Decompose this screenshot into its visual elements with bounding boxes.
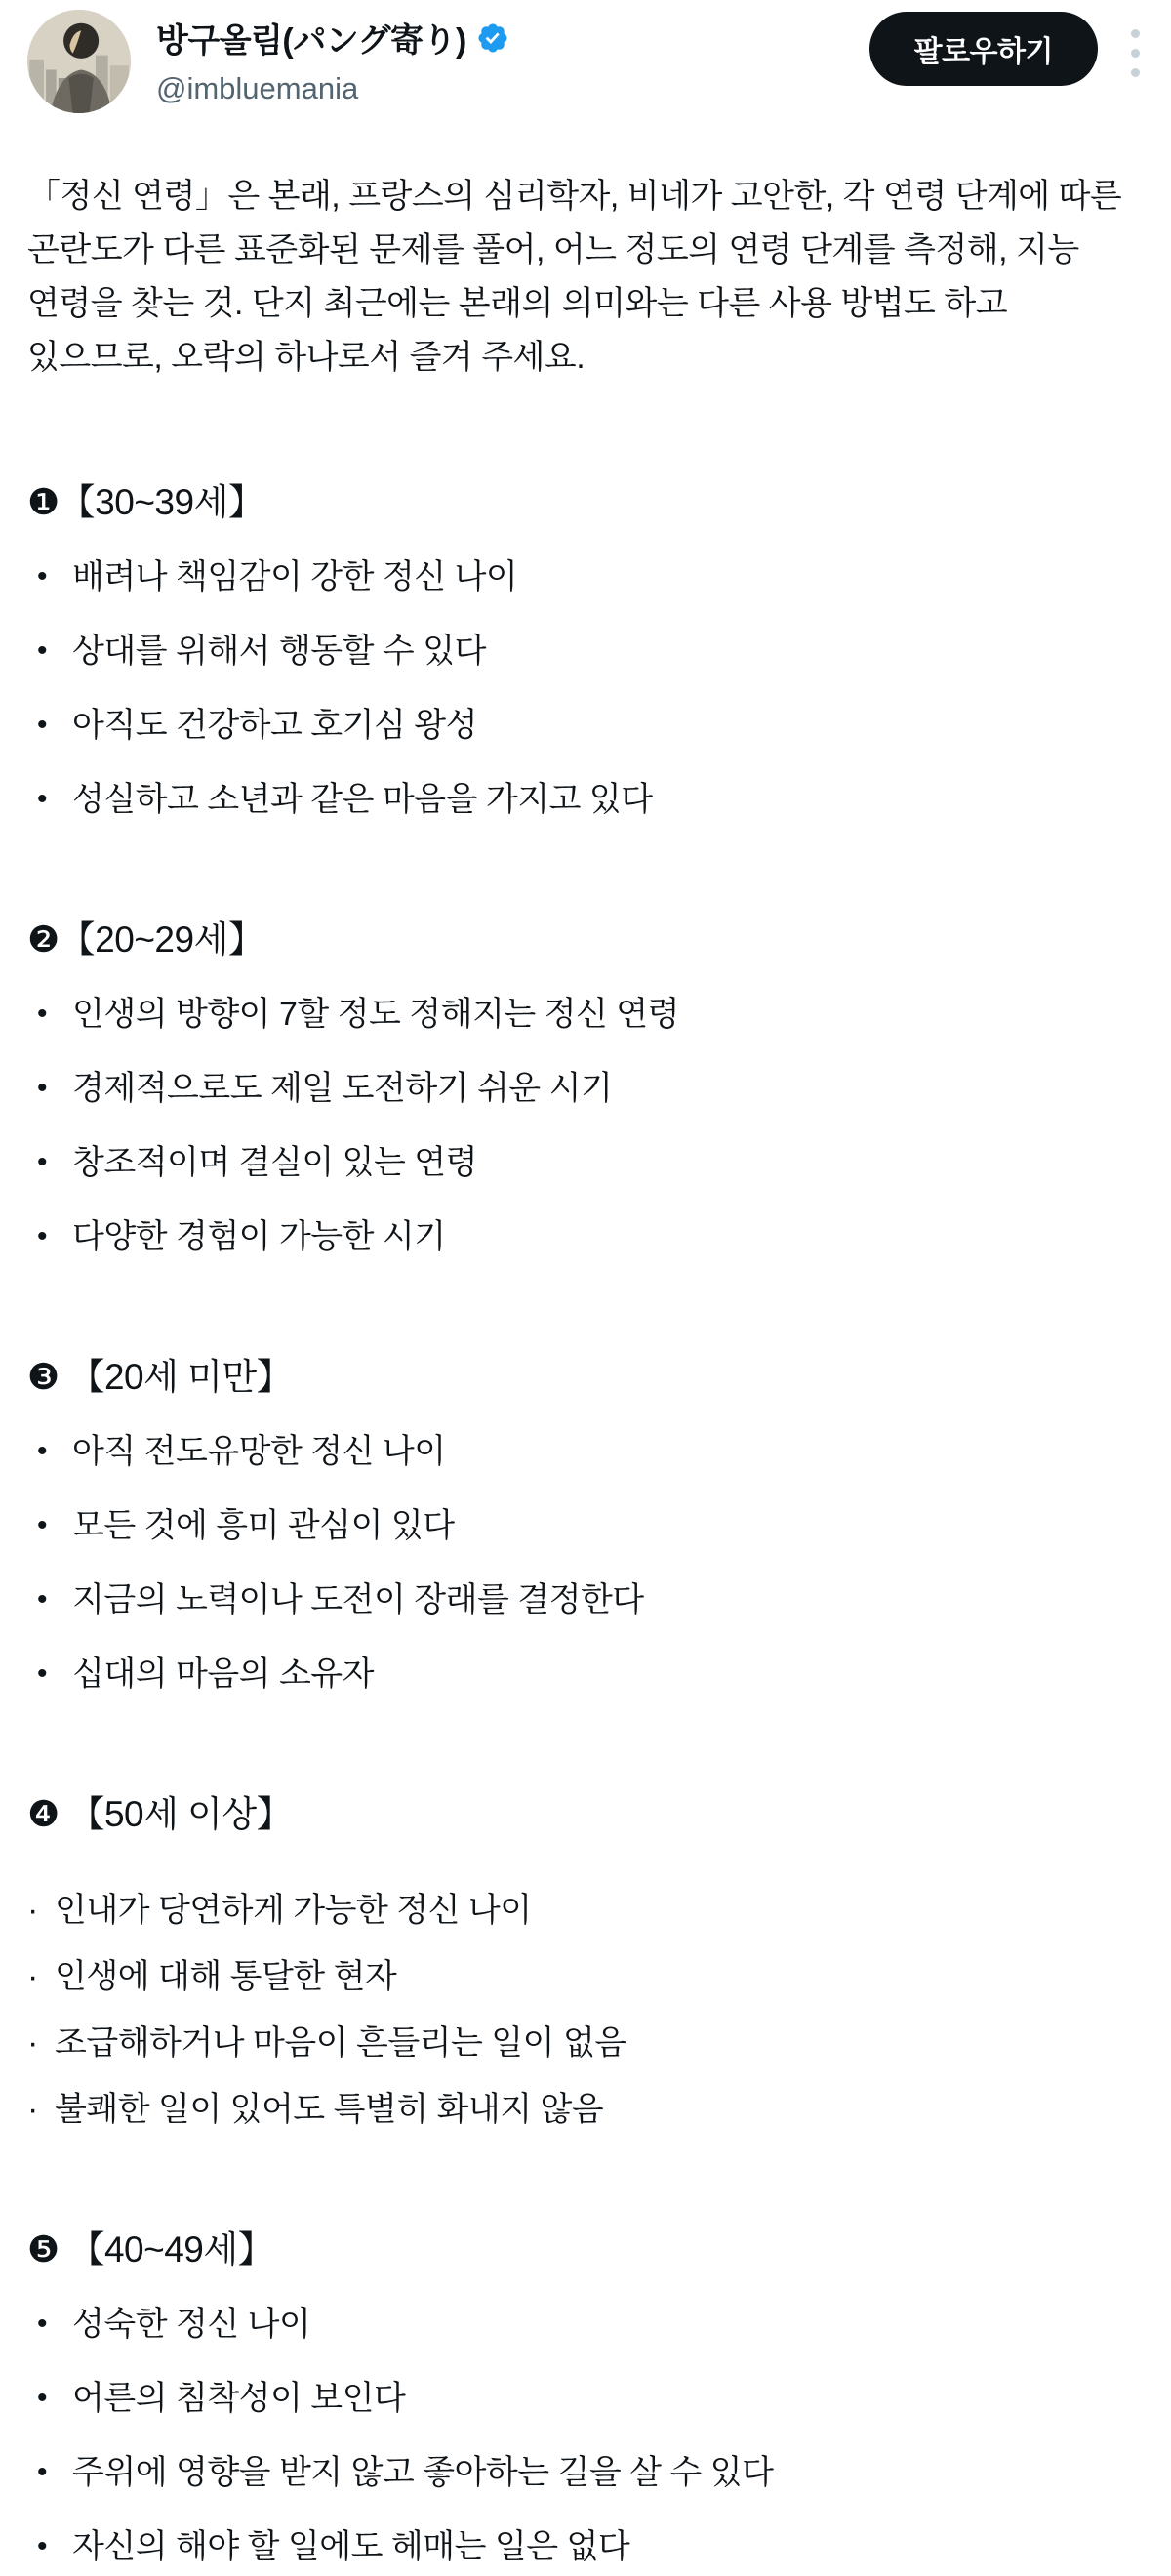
bullet-item: • 아직도 건강하고 호기심 왕성 (27, 703, 1144, 748)
age-section (27, 1347, 1144, 1697)
avatar-illustration (27, 10, 131, 113)
section-item-list (27, 554, 1144, 822)
tweet-intro-text: 「정신 연령」은 본래, 프랑스의 심리학자, 비네가 고안한, 각 연령 단계에 따른 곤란도가 다른 표준화된 문제를 풀어, 어느 정도의 연령 단계를 측정해, 지능 연령을 찾는 것. 단지 최근에는 본래의 의미와는 다른 사용 방법도 하고 있으므로, 오락의 하나로서 즐겨 주세요. (27, 178, 1122, 376)
bullet-item: · 불쾌한 일이 있어도 특별히 화내지 않음 (27, 2087, 1144, 2132)
age-section (27, 472, 1144, 822)
bullet-item: • 경제적으로도 제일 도전하기 쉬운 시기 (27, 1066, 1144, 1111)
bullet-item: • 지금의 노력이나 도전이 장래를 결정한다 (27, 1577, 1144, 1622)
section-heading: ❹ 【50세 이상】 (27, 1794, 293, 1834)
bullet-item: · 인내가 당연하게 가능한 정신 나이 (27, 1888, 1144, 1933)
bullet-item: • 어른의 침착성이 보인다 (27, 2376, 1144, 2421)
bullet-item: • 배려나 책임감이 강한 정신 나이 (27, 554, 1144, 599)
bullet-item: • 자신의 해야 할 일에도 헤매는 일은 없다 (27, 2524, 1144, 2569)
age-section (27, 910, 1144, 1259)
bullet-item: • 인생의 방향이 7할 정도 정해지는 정신 연령 (27, 992, 1144, 1037)
verified-badge-icon (476, 21, 509, 55)
section-heading: ❸ 【20세 미만】 (27, 1357, 293, 1397)
bullet-item: • 다양한 경험이 가능한 시기 (27, 1214, 1144, 1259)
age-section (27, 2220, 1144, 2569)
section-heading: ❶【30~39세】 (27, 482, 264, 522)
section-item-list (27, 992, 1144, 1259)
bullet-item: • 아직 전도유망한 정신 나이 (27, 1429, 1144, 1474)
avatar[interactable] (27, 10, 131, 113)
section-heading: ❺ 【40~49세】 (27, 2229, 274, 2269)
bullet-item: • 모든 것에 흥미 관심이 있다 (27, 1503, 1144, 1548)
section-heading: ❷【20~29세】 (27, 920, 264, 960)
bullet-item: · 조급해하거나 마음이 흔들리는 일이 없음 (27, 2021, 1144, 2065)
follow-button[interactable]: 팔로우하기 (869, 12, 1098, 86)
section-item-list (27, 2302, 1144, 2569)
identity-block (156, 10, 509, 106)
user-handle: @imbluemania (156, 71, 359, 105)
bullet-item: • 상대를 위해서 행동할 수 있다 (27, 629, 1144, 674)
section-item-list (27, 1429, 1144, 1697)
age-section (27, 1784, 1144, 2132)
bullet-item: • 창조적이며 결실이 있는 연령 (27, 1140, 1144, 1185)
section-item-list (27, 1888, 1144, 2132)
bullet-item: · 인생에 대해 통달한 현자 (27, 1954, 1144, 1999)
display-name[interactable]: 방구올림(パング寄り) (156, 22, 466, 60)
bullet-item: • 성실하고 소년과 같은 마음을 가지고 있다 (27, 777, 1144, 822)
bullet-item: • 성숙한 정신 나이 (27, 2302, 1144, 2347)
tweet-header (27, 10, 1144, 113)
bullet-item: • 십대의 마음의 소유자 (27, 1652, 1144, 1697)
age-sections (27, 472, 1144, 2569)
more-menu-icon[interactable] (1127, 23, 1144, 83)
bullet-item: • 주위에 영향을 받지 않고 좋아하는 길을 살 수 있다 (27, 2450, 1144, 2495)
